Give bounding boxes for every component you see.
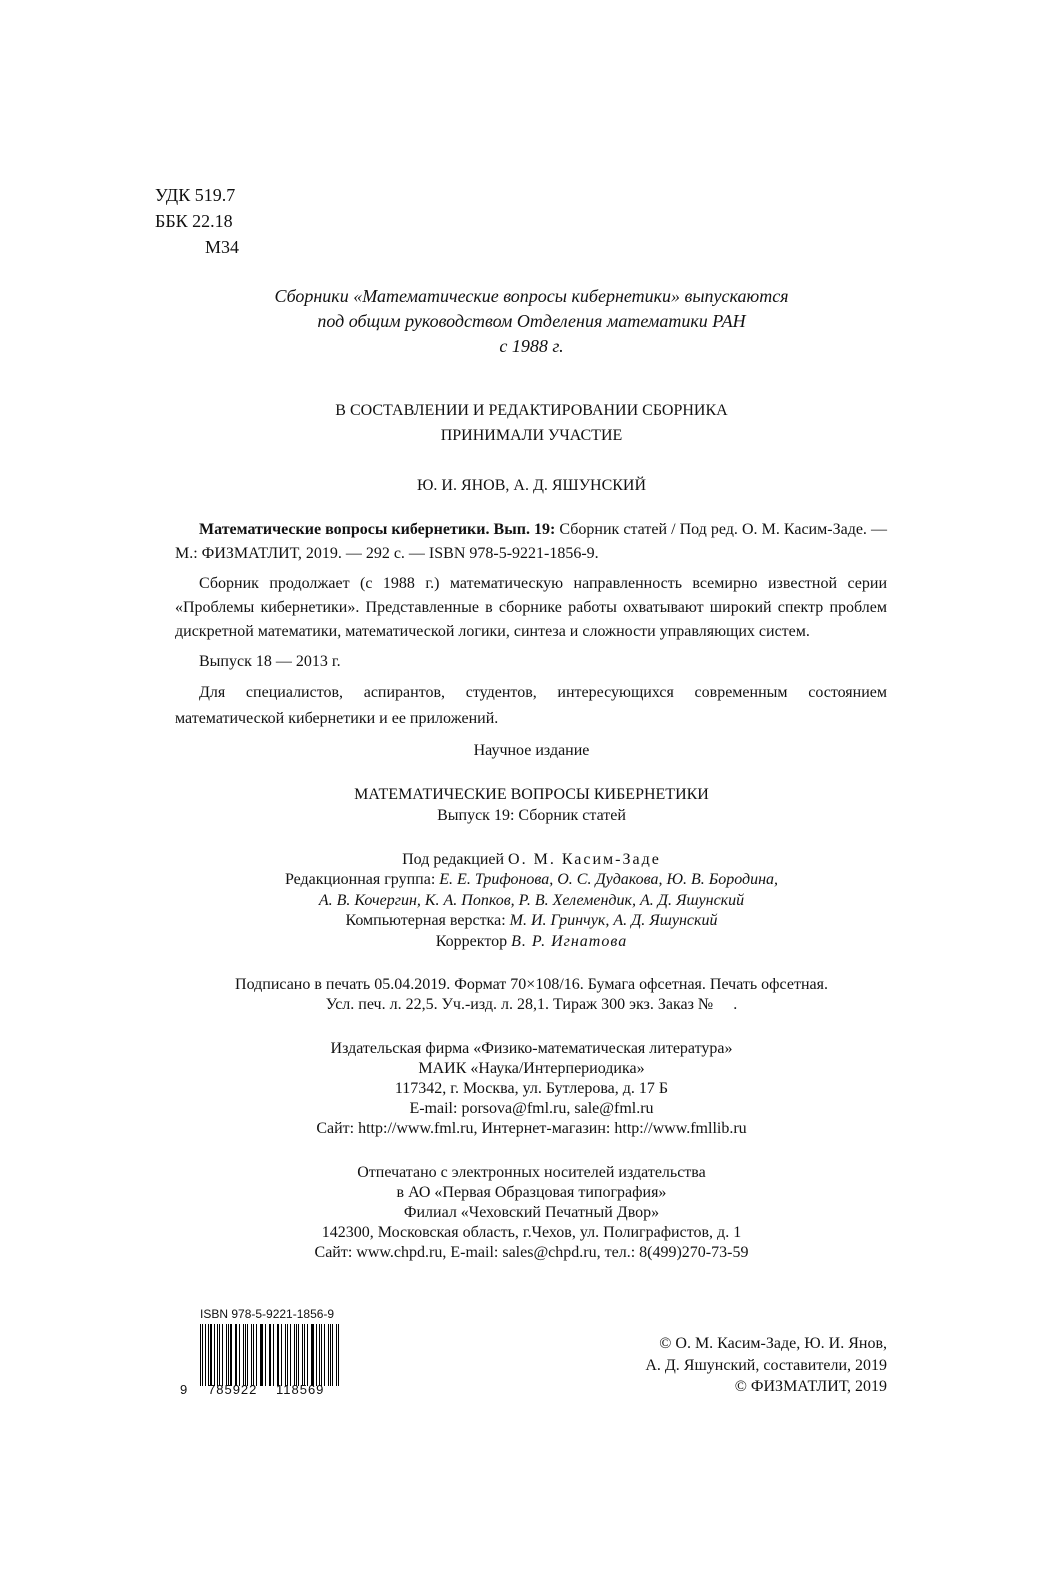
- barcode-bar: [226, 1324, 227, 1386]
- barcode-bar: [324, 1324, 325, 1386]
- barcode-bar: [294, 1324, 295, 1386]
- author-sign: М34: [205, 237, 240, 257]
- barcode-bar: [290, 1324, 291, 1386]
- book-title: МАТЕМАТИЧЕСКИЕ ВОПРОСЫ КИБЕРНЕТИКИ: [354, 786, 709, 803]
- barcode-digits-right: 118569: [276, 1382, 325, 1397]
- barcode-bar: [285, 1324, 286, 1386]
- issue-line: Выпуск 19: Сборник статей: [437, 807, 626, 824]
- barcode-bar: [253, 1324, 254, 1386]
- group-label: Редакционная группа:: [284, 871, 436, 888]
- participants-heading-line-2: ПРИНИМАЛИ УЧАСТИЕ: [440, 427, 623, 444]
- bibliographic-title: Математические вопросы кибернетики. Вып. 19:: [199, 521, 556, 538]
- copyright-line-1: © О. М. Касим-Заде, Ю. И. Янов,: [659, 1335, 887, 1352]
- barcode-bar: [287, 1324, 289, 1386]
- barcode-bar: [260, 1324, 261, 1386]
- proof-name: В. Р. Игнатова: [511, 933, 628, 950]
- participants-names: Ю. И. ЯНОВ, А. Д. ЯШУНСКИЙ: [416, 477, 647, 494]
- udk-code: УДК 519.7: [155, 185, 236, 205]
- printer-contacts: Сайт: www.chpd.ru, E-mail: sales@chpd.ru, тел.: 8(499)270-73-59: [314, 1244, 749, 1261]
- publisher-site: Сайт: http://www.fml.ru, Интернет-магазин: http://www.fmllib.ru: [316, 1120, 747, 1137]
- abstract: Сборник продолжает (с 1988 г.) математическую направленность всемирно известной серии «Проблемы кибернетики». Представленные в сборнике работы охватывают широкий спектр проблем дискретной математики, математической логики, синтеза и сложности управляющих систем.: [175, 575, 887, 640]
- barcode-bar: [330, 1324, 331, 1386]
- barcode-bar: [208, 1324, 209, 1386]
- printer-line-2: в АО «Первая Образцовая типография»: [396, 1184, 667, 1201]
- barcode-bar: [278, 1324, 279, 1386]
- barcode-bar: [307, 1324, 308, 1386]
- barcode-bar: [281, 1324, 282, 1386]
- barcode-bar: [228, 1324, 229, 1386]
- barcode-bar: [296, 1324, 297, 1386]
- publisher-line-2: МАИК «Наука/Интерпериодика»: [418, 1060, 645, 1077]
- barcode-bar: [200, 1324, 201, 1386]
- editor-label: Под редакцией: [402, 851, 505, 868]
- barcode-bar: [311, 1324, 312, 1386]
- barcode-bar: [304, 1324, 305, 1386]
- barcode-bar: [302, 1324, 303, 1386]
- barcode-bar: [312, 1324, 314, 1386]
- printer-line-3: Филиал «Чеховский Печатный Двор»: [403, 1204, 660, 1221]
- barcode-bar: [251, 1324, 252, 1386]
- series-note-line-3: с 1988 г.: [499, 336, 564, 356]
- barcode-bar: [202, 1324, 203, 1386]
- barcode-bar: [219, 1324, 220, 1386]
- barcode-bar: [319, 1324, 320, 1386]
- barcode-isbn-label: ISBN 978-5-9221-1856-9: [200, 1307, 335, 1321]
- previous-issue: Выпуск 18 — 2013 г.: [199, 653, 341, 670]
- edition-type: Научное издание: [473, 742, 590, 759]
- group-names-2: А. В. Кочергин, К. А. Попков, Р. В. Хелемендик, А. Д. Яшунский: [318, 892, 745, 909]
- barcode-bar: [265, 1324, 266, 1386]
- barcode-digit-first: 9: [180, 1382, 188, 1397]
- barcode-bar: [247, 1324, 248, 1386]
- publisher-address: 117342, г. Москва, ул. Бутлерова, д. 17 Б: [394, 1080, 669, 1097]
- copyright-line-2: А. Д. Яшунский, составители, 2019: [645, 1357, 887, 1374]
- bibliographic-record: [175, 518, 887, 566]
- publisher-email: E-mail: porsova@fml.ru, sale@fml.ru: [409, 1100, 654, 1117]
- barcode-bar: [235, 1324, 236, 1386]
- barcode-bar: [332, 1324, 333, 1386]
- barcode-bar: [321, 1324, 322, 1386]
- barcode-bar: [269, 1324, 270, 1386]
- bibliographic-details: Сборник статей / Под ред. О. М. Касим-Заде. — М.: ФИЗМАТЛИТ, 2019. — 292 с. — ISBN 978-5-9221-1856-9.: [175, 521, 887, 562]
- printer-line-1: Отпечатано с электронных носителей издательства: [357, 1164, 706, 1181]
- barcode-bar: [239, 1324, 240, 1386]
- participants-heading-line-1: В СОСТАВЛЕНИИ И РЕДАКТИРОВАНИИ СБОРНИКА: [335, 402, 728, 419]
- publisher-line-1: Издательская фирма «Физико-математическая литература»: [330, 1040, 733, 1057]
- annotation-block: [175, 518, 887, 732]
- barcode-bar: [316, 1324, 317, 1386]
- layout-label: Компьютерная верстка:: [345, 912, 506, 929]
- barcode-bar: [230, 1324, 232, 1386]
- barcode-bar: [222, 1324, 223, 1386]
- barcode-bar: [328, 1324, 329, 1386]
- proof-label: Корректор: [435, 933, 508, 950]
- barcode-bar: [245, 1324, 246, 1386]
- barcode-bar: [336, 1324, 337, 1386]
- copyright-line-3: © ФИЗМАТЛИТ, 2019: [734, 1378, 887, 1395]
- barcode-digits-left: 785922: [208, 1382, 258, 1397]
- bbk-code: ББК 22.18: [155, 211, 233, 231]
- barcode-bar: [210, 1324, 212, 1386]
- layout-names: М. И. Гринчук, А. Д. Яшунский: [509, 912, 718, 929]
- barcode-bar: [214, 1324, 215, 1386]
- credits-proofreader: [0, 930, 1063, 954]
- print-info-line-1: Подписано в печать 05.04.2019. Формат 70×108/16. Бумага офсетная. Печать офсетная.: [235, 976, 828, 993]
- barcode-bar: [277, 1324, 278, 1386]
- barcode-bar: [270, 1324, 271, 1386]
- barcode-bar: [205, 1324, 206, 1386]
- barcode-bar: [217, 1324, 218, 1386]
- barcode-bar: [261, 1324, 263, 1386]
- barcode-bar: [273, 1324, 274, 1386]
- barcode-bar: [236, 1324, 237, 1386]
- editor-name: О. М. Касим-Заде: [508, 851, 661, 868]
- audience: Для специалистов, аспирантов, студентов, интересующихся современным состоянием математической кибернетики и ее приложений.: [175, 684, 887, 727]
- group-names-1: Е. Е. Трифонова, О. С. Дудакова, Ю. В. Бородина,: [439, 871, 779, 888]
- barcode-bar: [243, 1324, 244, 1386]
- barcode-bar: [298, 1324, 299, 1386]
- barcode-bar: [338, 1324, 339, 1386]
- print-info-line-2: Усл. печ. л. 22,5. Уч.-изд. л. 28,1. Тираж 300 экз. Заказ № .: [325, 996, 738, 1013]
- isbn-barcode: [200, 1324, 340, 1386]
- series-note-line-2: под общим руководством Отделения математики РАН: [317, 311, 746, 331]
- barcode-bar: [256, 1324, 257, 1386]
- printer-address: 142300, Московская область, г.Чехов, ул. Полиграфистов, д. 1: [321, 1224, 742, 1241]
- series-note-line-1: Сборники «Математические вопросы кибернетики» выпускаются: [274, 286, 789, 306]
